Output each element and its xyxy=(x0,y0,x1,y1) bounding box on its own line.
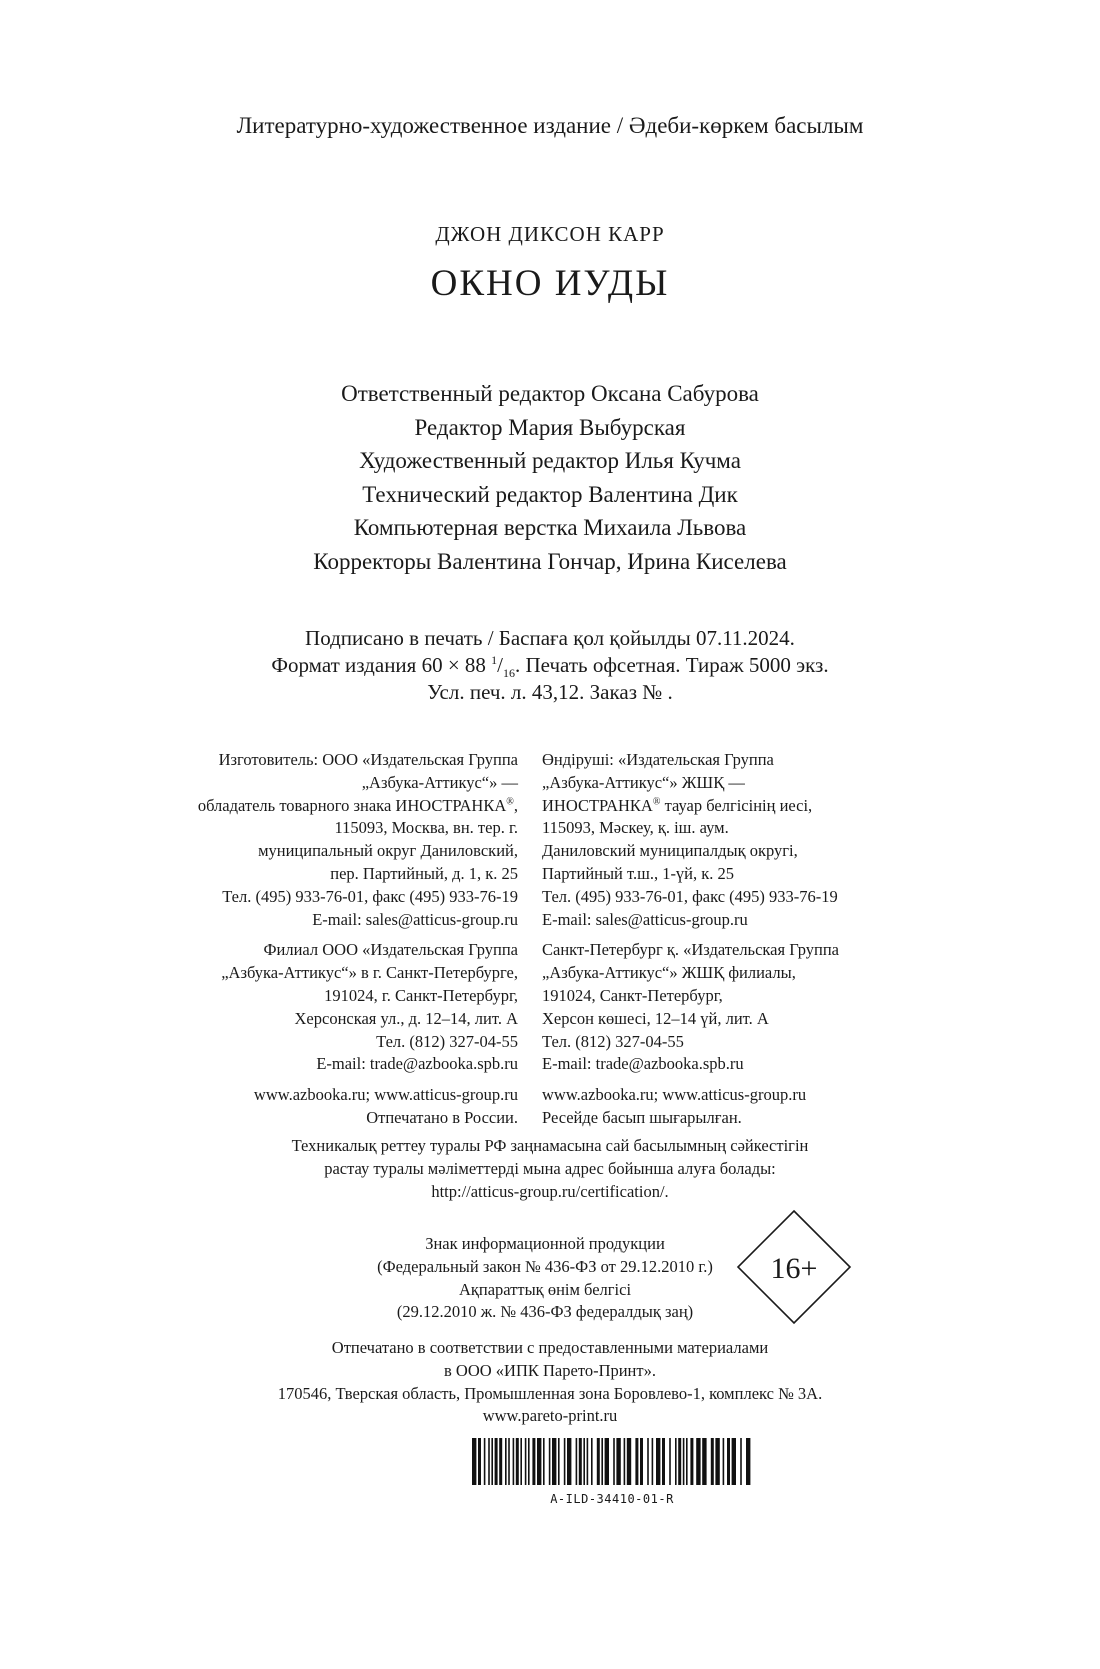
manufacturer-ru xyxy=(198,749,518,1130)
manufacturer-kz xyxy=(542,749,839,1130)
printing-info xyxy=(0,625,1100,706)
barcode-bar xyxy=(616,1438,620,1485)
barcode-bar xyxy=(711,1438,714,1485)
barcode-bar xyxy=(640,1438,643,1485)
barcode-bar xyxy=(495,1438,498,1485)
barcode-bar xyxy=(652,1438,654,1485)
barcode-bar xyxy=(732,1438,736,1485)
barcode-bar xyxy=(597,1438,600,1485)
barcode-bar xyxy=(472,1438,476,1485)
barcode-bar xyxy=(528,1438,530,1485)
barcode-bar xyxy=(508,1438,510,1485)
barcode-bar xyxy=(543,1438,545,1485)
address-line: E-mail: trade@azbooka.spb.ru xyxy=(542,1054,744,1074)
age-info-line: Знак информационной продукции xyxy=(425,1234,665,1253)
address-line: Отпечатано в России. xyxy=(366,1107,518,1127)
age-info-line: Ақпараттық өнім белгісі xyxy=(458,1279,632,1299)
address-line: „Азбука-Аттикус“» — xyxy=(361,772,518,792)
barcode-bar xyxy=(746,1438,750,1485)
credit-line: Редактор Мария Выбурская xyxy=(414,414,686,440)
address-line: Тел. (812) 327-04-55 xyxy=(542,1031,684,1051)
address-line: Тел. (495) 933-76-01, факс (495) 933-76-19 xyxy=(222,886,518,906)
address-line: муниципальный округ Даниловский, xyxy=(258,841,518,861)
barcode-bar xyxy=(723,1438,725,1485)
barcode-bar xyxy=(591,1438,593,1485)
barcode-bar xyxy=(484,1438,486,1485)
barcode-bar xyxy=(662,1438,665,1485)
address-block xyxy=(542,1084,839,1130)
barcode-bar xyxy=(696,1438,700,1485)
barcode-bar xyxy=(613,1438,615,1485)
barcode-bar xyxy=(690,1438,693,1485)
address-line xyxy=(198,795,518,818)
address-line: „Азбука-Аттикус“» в г. Санкт-Петербурге, xyxy=(221,963,518,983)
registered-mark: ® xyxy=(652,796,661,808)
edition-type: Литературно-художественное издание / Әдеби-көркем басылым xyxy=(236,113,864,138)
address-text: ИНОСТРАНКА xyxy=(542,795,653,815)
barcode-bar xyxy=(624,1438,626,1485)
barcode-bar xyxy=(576,1438,578,1485)
address-line: 115093, Москва, вн. тер. г. xyxy=(334,818,518,838)
address-text: , xyxy=(513,795,518,815)
address-line: „Азбука-Аттикус“» ЖШҚ филиалы, xyxy=(542,963,796,983)
credit-line: Ответственный редактор Оксана Сабурова xyxy=(341,381,759,406)
barcode-bar xyxy=(579,1438,582,1485)
barcode-bar xyxy=(683,1438,685,1485)
address-line: Даниловский муниципалдық округі, xyxy=(542,841,798,861)
credit-line: Технический редактор Валентина Дик xyxy=(362,481,738,507)
address-line: www.azbooka.ru; www.atticus-group.ru xyxy=(542,1085,807,1105)
address-line: Партийный т.ш., 1-үй, к. 25 xyxy=(542,863,735,883)
barcode-bar xyxy=(567,1438,571,1485)
address-line: Тел. (495) 933-76-01, факс (495) 933-76-19 xyxy=(542,886,838,906)
address-line: 115093, Мәскеу, қ. іш. аум. xyxy=(542,818,729,838)
barcode-bar xyxy=(564,1438,566,1485)
address-line: 191024, г. Санкт-Петербург, xyxy=(324,985,518,1005)
barcode-bar xyxy=(478,1438,481,1485)
barcode-bar xyxy=(520,1438,522,1485)
printer-info xyxy=(0,1337,1100,1428)
address-line: Херсон көшесі, 12–14 үй, лит. А xyxy=(542,1008,769,1028)
credit-line: Художественный редактор Илья Кучма xyxy=(359,448,741,473)
barcode-bar xyxy=(583,1438,585,1485)
address-line: 191024, Санкт-Петербург, xyxy=(542,985,723,1005)
cert-url: http://atticus-group.ru/certification/. xyxy=(431,1181,669,1201)
barcode-bar xyxy=(587,1438,589,1485)
registered-mark: ® xyxy=(506,796,514,808)
barcode-bar xyxy=(516,1438,519,1485)
sheets-order: Усл. печ. л. 43,12. Заказ № . xyxy=(427,680,673,704)
barcode-bar xyxy=(513,1438,515,1485)
barcode-bar xyxy=(491,1438,493,1485)
address-line: Херсонская ул., д. 12–14, лит. А xyxy=(294,1008,518,1028)
address-line: Ресейде басып шығарылған. xyxy=(542,1107,742,1127)
age-info-line: (29.12.2010 ж. № 436-ФЗ федералдық заң) xyxy=(396,1302,694,1322)
book-author: ДЖОН ДИКСОН КАРР xyxy=(435,222,665,246)
format-line xyxy=(0,652,1100,679)
barcode-code: A-ILD-34410-01-R xyxy=(550,1492,674,1506)
address-line: пер. Партийный, д. 1, к. 25 xyxy=(330,863,518,883)
barcode xyxy=(472,1438,752,1485)
barcode-bar xyxy=(549,1438,551,1485)
address-block xyxy=(198,749,518,931)
address-line: E-mail: sales@atticus-group.ru xyxy=(542,909,748,929)
barcode-bar xyxy=(727,1438,730,1485)
format-suffix: . Печать офсетная. Тираж 5000 экз. xyxy=(515,653,829,677)
barcode-bar xyxy=(488,1438,490,1485)
signed-date: Подписано в печать / Баспаға қол қойылды 07.11.2024. xyxy=(305,626,795,650)
credit-line: Корректоры Валентина Гончар, Ирина Киселева xyxy=(313,548,787,574)
barcode-bar xyxy=(678,1438,681,1485)
barcode-bar xyxy=(647,1438,649,1485)
age-rating-diamond xyxy=(736,1209,852,1325)
barcode-bar xyxy=(537,1438,541,1485)
barcode-bar xyxy=(532,1438,535,1485)
address-line: Филиал ООО «Издательская Группа xyxy=(263,940,518,960)
age-info xyxy=(350,1233,740,1324)
barcode-bar xyxy=(605,1438,609,1485)
address-block xyxy=(542,939,839,1076)
address-text: тауар белгісінің иесі, xyxy=(660,795,813,815)
printer-url: www.pareto-print.ru xyxy=(482,1406,618,1426)
barcode-bar xyxy=(499,1438,502,1485)
format-prefix: Формат издания 60 × 88 xyxy=(271,653,492,677)
barcode-bar xyxy=(740,1438,742,1485)
address-block xyxy=(198,939,518,1076)
barcode-bar xyxy=(656,1438,660,1485)
barcode-bar xyxy=(702,1438,706,1485)
address-line: E-mail: sales@atticus-group.ru xyxy=(312,909,518,929)
book-title: ОКНО ИУДЫ xyxy=(430,263,670,304)
barcode-bar xyxy=(669,1438,671,1485)
printer-line: в ООО «ИПК Парето-Принт». xyxy=(444,1360,656,1380)
barcode-bar xyxy=(675,1438,677,1485)
format-numerator: 1 xyxy=(491,653,498,667)
printer-line: 170546, Тверская область, Промышленная зона Боровлево-1, комплекс № 3А. xyxy=(277,1383,823,1403)
age-rating: 16+ xyxy=(770,1252,818,1285)
address-line xyxy=(542,795,839,818)
barcode-bar xyxy=(601,1438,603,1485)
address-block xyxy=(198,1084,518,1130)
age-info-line: (Федеральный закон № 436-ФЗ от 29.12.2010 г.) xyxy=(377,1256,713,1276)
credits-list xyxy=(0,377,1100,578)
address-line: Тел. (812) 327-04-55 xyxy=(376,1031,518,1051)
address-line: Санкт-Петербург қ. «Издательская Группа xyxy=(542,940,839,960)
credit-line: Компьютерная верстка Михаила Львова xyxy=(353,515,747,540)
barcode-bar xyxy=(552,1438,556,1485)
barcode-bar xyxy=(686,1438,688,1485)
barcode-bar xyxy=(525,1438,527,1485)
address-line: Изготовитель: ООО «Издательская Группа xyxy=(218,750,518,769)
cert-line: Техникалық реттеу туралы РФ заңнамасына сай басылымның сәйкестігін xyxy=(291,1136,809,1155)
barcode-bar xyxy=(715,1438,719,1485)
address-line: Өндіруші: «Издательская Группа xyxy=(542,750,774,769)
barcode-bar xyxy=(558,1438,560,1485)
address-line: www.azbooka.ru; www.atticus-group.ru xyxy=(253,1085,518,1105)
printer-line: Отпечатано в соответствии с предоставленными материалами xyxy=(331,1338,769,1357)
certification-info xyxy=(0,1135,1100,1203)
barcode-bar xyxy=(505,1438,507,1485)
address-block xyxy=(542,749,839,931)
barcode-bar xyxy=(635,1438,638,1485)
barcode-bar xyxy=(627,1438,631,1485)
cert-line: растау туралы мәліметтерді мына адрес бойынша алуға болады: xyxy=(324,1158,776,1178)
format-slash: / xyxy=(497,653,504,677)
address-line: „Азбука-Аттикус“» ЖШҚ — xyxy=(542,772,745,792)
address-text: обладатель товарного знака ИНОСТРАНКА xyxy=(197,795,507,815)
address-line: E-mail: trade@azbooka.spb.ru xyxy=(316,1054,518,1074)
format-denominator: 16 xyxy=(503,666,516,681)
